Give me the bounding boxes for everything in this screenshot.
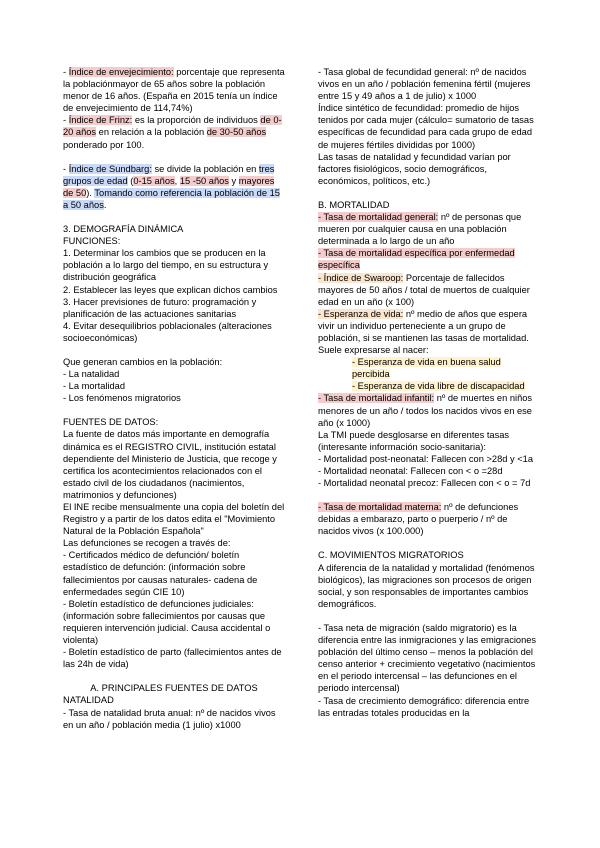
list-item: - Mortalidad neonatal precoz: Fallecen con < o = 7d bbox=[318, 478, 531, 489]
term-highlight: Índice de Frinz: bbox=[68, 115, 133, 126]
list-item: - Boletín estadístico de parto (fallecimientos antes de las 24h de vida) bbox=[63, 647, 282, 670]
list-item: 4. Evitar desequilibrios poblacionales (alteraciones socioeconómicas) bbox=[63, 320, 272, 343]
list-item: - Los fenómenos migratorios bbox=[63, 393, 181, 404]
tasa-mortalidad-especifica bbox=[318, 247, 540, 271]
list-item: - Esperanza de vida libre de discapacidad bbox=[352, 381, 525, 392]
list-item: - La mortalidad bbox=[63, 381, 126, 392]
list-item: - Mortalidad post-neonatal: Fallecen con >28d y <1a bbox=[318, 453, 533, 464]
list-item: - Certificados médico de defunción/ boletín estadístico de defunción: (información sobre fallecimientos por causas naturales- cadena de enfermedades según CIE 10) bbox=[63, 550, 258, 597]
esperanza-vida: - Esperanza de vida: nº medio de años que espera vivir un individuo perteneciente a un grupo de población, si se mantienen las tasas de mortalidad. Suele expresarse al nacer: bbox=[318, 308, 529, 356]
natalidad-title: NATALIDAD bbox=[63, 695, 114, 706]
section-title-migratorios: C. MOVIMIENTOS MIGRATORIOS bbox=[318, 550, 464, 561]
list-item: 1. Determinar los cambios que se producen en la población a lo largo del tiempo, en su estructura y distribución geográfica bbox=[63, 248, 269, 283]
tasa-mortalidad-general: - Tasa de mortalidad general: nº de personas que mueren por cualquier causa en una población determinada a lo largo de un año bbox=[318, 212, 522, 247]
list-item: - Boletín estadístico de defunciones judiciales: (información sobre fallecimientos por causas que requieren intervención judicial. Causa accidental o violenta) bbox=[63, 598, 271, 646]
fuentes-paragraph: La fuente de datos más importante en demografía dinámica es el REGISTRO CIVIL, institución estatal dependiente del Ministerio de Justicia, que recoge y certifica los acontecimientos relacionados con el estado civil de los ciudadanos (nacimientos, matrimonios y defunciones) bbox=[63, 429, 277, 500]
tasa-mortalidad-materna: - Tasa de mortalidad materna: nº de defunciones debidas a embarazo, parto o puerperio / nº de nacidos vivos (x 100.000) bbox=[318, 502, 519, 537]
section-title-mortalidad: B. MORTALIDAD bbox=[318, 199, 390, 210]
term-highlight: - Tasa de mortalidad infantil: bbox=[318, 393, 435, 404]
indice-envejecimiento: - Índice de envejecimiento: porcentaje que representa la poblaciónmayor de 65 años sobre la población menor de 16 años. (España en 2015 tenía un índice de envejecimiento de 114,74%) bbox=[63, 67, 285, 114]
tasas-varian: Las tasas de natalidad y fecundidad varían por factores fisiológicos, socio demográficos, económicos, políticos, etc.) bbox=[318, 151, 511, 186]
term-highlight: - Tasa de mortalidad materna: bbox=[318, 502, 442, 513]
list-item: 3. Hacer previsiones de futuro: programación y planificación de las actuaciones sanitarias bbox=[63, 296, 257, 319]
list-item: - Esperanza de vida en buena salud percibida bbox=[352, 357, 501, 380]
indice-frinz: - Índice de Frinz: es la proporción de individuos de 0-20 años en relación a la población de 30-50 años ponderado por 100. bbox=[63, 115, 282, 150]
term-highlight: - Esperanza de vida: bbox=[318, 308, 404, 319]
tasa-neta-migracion: - Tasa neta de migración (saldo migratorio) es la diferencia entre las inmigraciones y las emigraciones población del último censo – menos la población del censo anterior + crecimiento vegetativo (nacimientos en el periodo intercensal – las defunciones en el periodo intercensal) bbox=[318, 622, 537, 694]
right-column bbox=[318, 66, 540, 719]
funciones-title: FUNCIONES: bbox=[63, 236, 121, 247]
migratorios-paragraph: A diferencia de la natalidad y mortalidad (fenómenos biológicos), las migraciones son procesos de origen social, y son responsables de importantes cambios demográficos. bbox=[318, 562, 535, 609]
left-column bbox=[63, 66, 285, 731]
tasa-fecundidad: - Tasa global de fecundidad general: nº de nacidos vivos en un año / población femenina fértil (mujeres entre 15 y 49 años a 1 de julio) x 1000 bbox=[318, 67, 531, 102]
term-highlight: - Tasa de mortalidad general: bbox=[318, 212, 439, 223]
tasa-crecimiento: - Tasa de crecimiento demográfico: diferencia entre las entradas totales producidas en la bbox=[318, 695, 530, 718]
fuentes-title: FUENTES DE DATOS: bbox=[63, 417, 159, 428]
cambios-intro: Que generan cambios en la población: bbox=[63, 356, 223, 367]
term-highlight: Índice de Sundbarg: bbox=[68, 163, 152, 174]
term-highlight: Índice de envejecimiento: bbox=[68, 67, 174, 77]
indice-fecundidad: Índice sintético de fecundidad: promedio de hijos tenidos por cada mujer (cálculo= sumatorio de tasas específicas de fecundidad para cada grupo de edad de mujeres fértiles divididas por 1000) bbox=[318, 103, 534, 150]
term-highlight: - Tasa de mortalidad específica por enfermedad específica bbox=[318, 248, 515, 271]
fuentes-paragraph: El INE recibe mensualmente una copia del boletín del Registro y a partir de los datos edita el "Movimiento Natural de la Población Española" bbox=[63, 502, 285, 537]
term-highlight: - Índice de Swaroop: bbox=[318, 272, 404, 283]
tasa-natalidad: - Tasa de natalidad bruta anual: nº de nacidos vivos en un año / población media (1 julio) x1000 bbox=[63, 707, 276, 730]
tmi-intro: La TMI puede desglosarse en diferentes tasas (interesante información socio-sanitaria): bbox=[318, 429, 510, 452]
tasa-mortalidad-infantil: - Tasa de mortalidad infantil: nº de muertes en niños menores de un año / todos los nacidos vivos en ese año (x 1000) bbox=[318, 393, 533, 428]
principales-title: A. PRINCIPALES FUENTES DE DATOS bbox=[90, 683, 258, 694]
list-item: 2. Establecer las leyes que explican dichos cambios bbox=[63, 284, 278, 295]
list-item: - La natalidad bbox=[63, 369, 120, 380]
indice-swaroop: - Índice de Swaroop: Porcentaje de fallecidos mayores de 50 años / total de muertos de cualquier edad en un año (x 100) bbox=[318, 272, 530, 307]
list-item: - Mortalidad neonatal: Fallecen con < o =28d bbox=[318, 466, 503, 476]
fuentes-paragraph: Las defunciones se recogen a través de: bbox=[63, 538, 231, 549]
indice-sundbarg: - Índice de Sundbarg: se divide la población en tres grupos de edad (0-15 años, 15 -50 años y mayores de 50). Tomando como referencia la población de 15 a 50 años. bbox=[63, 163, 280, 210]
section-title-dinamica: 3. DEMOGRAFÍA DINÁMICA bbox=[63, 224, 184, 235]
